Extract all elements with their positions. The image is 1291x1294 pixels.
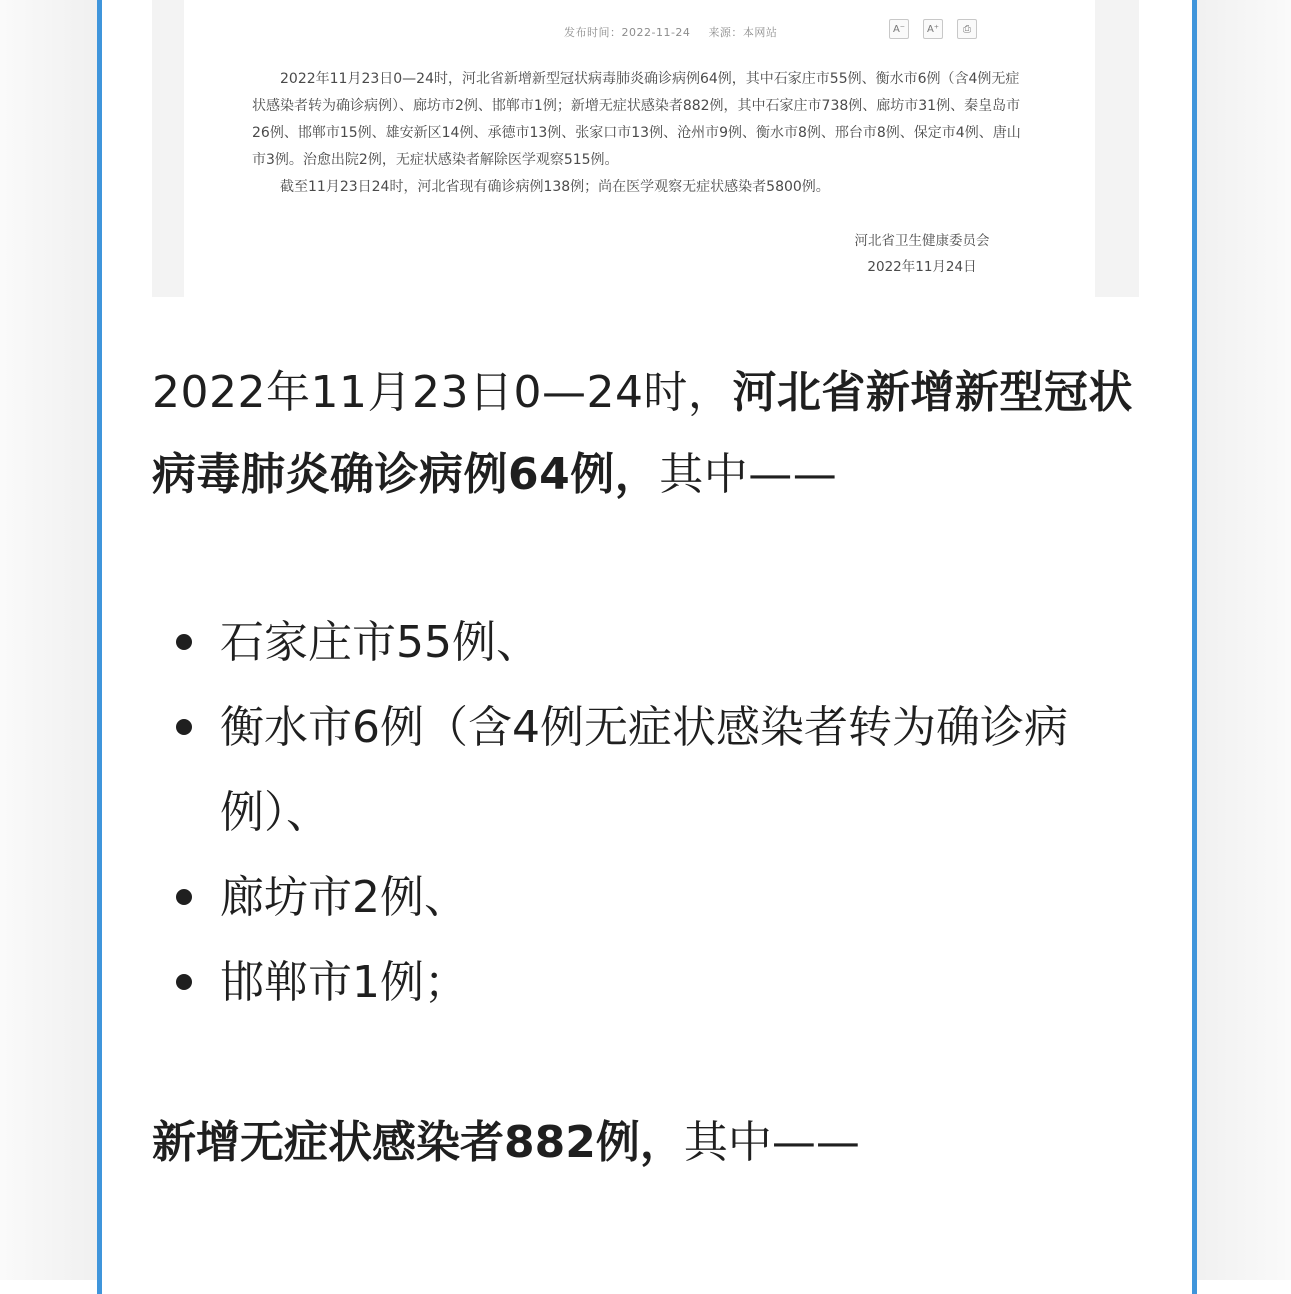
screenshot-paragraph-2: 截至11月23日24时，河北省现有确诊病例138例；尚在医学观察无症状感染者5800例。 <box>280 179 830 195</box>
asymptomatic-tail: 其中—— <box>683 1117 860 1168</box>
lead-tail: 其中—— <box>659 449 838 500</box>
source: 来源：本网站 <box>708 26 778 39</box>
article-body <box>152 352 1142 1168</box>
lead-time: 2022年11月23日0—24时， <box>152 367 733 418</box>
lead-paragraph <box>152 352 1142 516</box>
signature-org: 河北省卫生健康委员会 <box>854 233 990 249</box>
article-meta <box>564 24 791 40</box>
list-item: 邯郸市1例； <box>152 940 1142 1025</box>
asymptomatic-paragraph <box>152 1102 1142 1184</box>
list-item: 石家庄市55例、 <box>152 600 1142 685</box>
list-item: 衡水市6例（含4例无症状感染者转为确诊病例）、 <box>152 685 1142 855</box>
asymptomatic-headline: 新增无症状感染者882例， <box>152 1117 684 1168</box>
text-tools <box>889 19 977 39</box>
embedded-screenshot <box>152 0 1139 297</box>
lead-headline: 河北省新增新型冠状病毒肺炎确诊病例64例， <box>152 367 1133 500</box>
publish-time: 发布时间：2022-11-24 <box>564 26 691 39</box>
signature-date: 2022年11月24日 <box>867 259 977 275</box>
confirmed-cases-list <box>152 600 1142 1025</box>
screenshot-signature <box>842 228 1002 280</box>
screenshot-body <box>252 66 1032 201</box>
print-button[interactable]: ⎙ <box>957 19 977 39</box>
left-margin <box>0 0 97 1280</box>
font-increase-button[interactable]: A⁺ <box>923 19 943 39</box>
right-margin <box>1192 0 1291 1280</box>
font-decrease-button[interactable]: A⁻ <box>889 19 909 39</box>
list-item: 廊坊市2例、 <box>152 855 1142 940</box>
screenshot-paragraph-1: 2022年11月23日0—24时，河北省新增新型冠状病毒肺炎确诊病例64例，其中石家庄市55例、衡水市6例（含4例无症状感染者转为确诊病例）、廊坊市2例、邯郸市1例；新增无症状感染者882例，其中石家庄市738例、廊坊市31例、秦皇岛市26例、邯郸市15例、雄安新区14例、承德市13例、张家口市13例、沧州市9例、衡水市8例、邢台市8例、保定市4例、唐山市3例。治愈出院2例，无症状感染者解除医学观察515例。 <box>252 71 1021 168</box>
